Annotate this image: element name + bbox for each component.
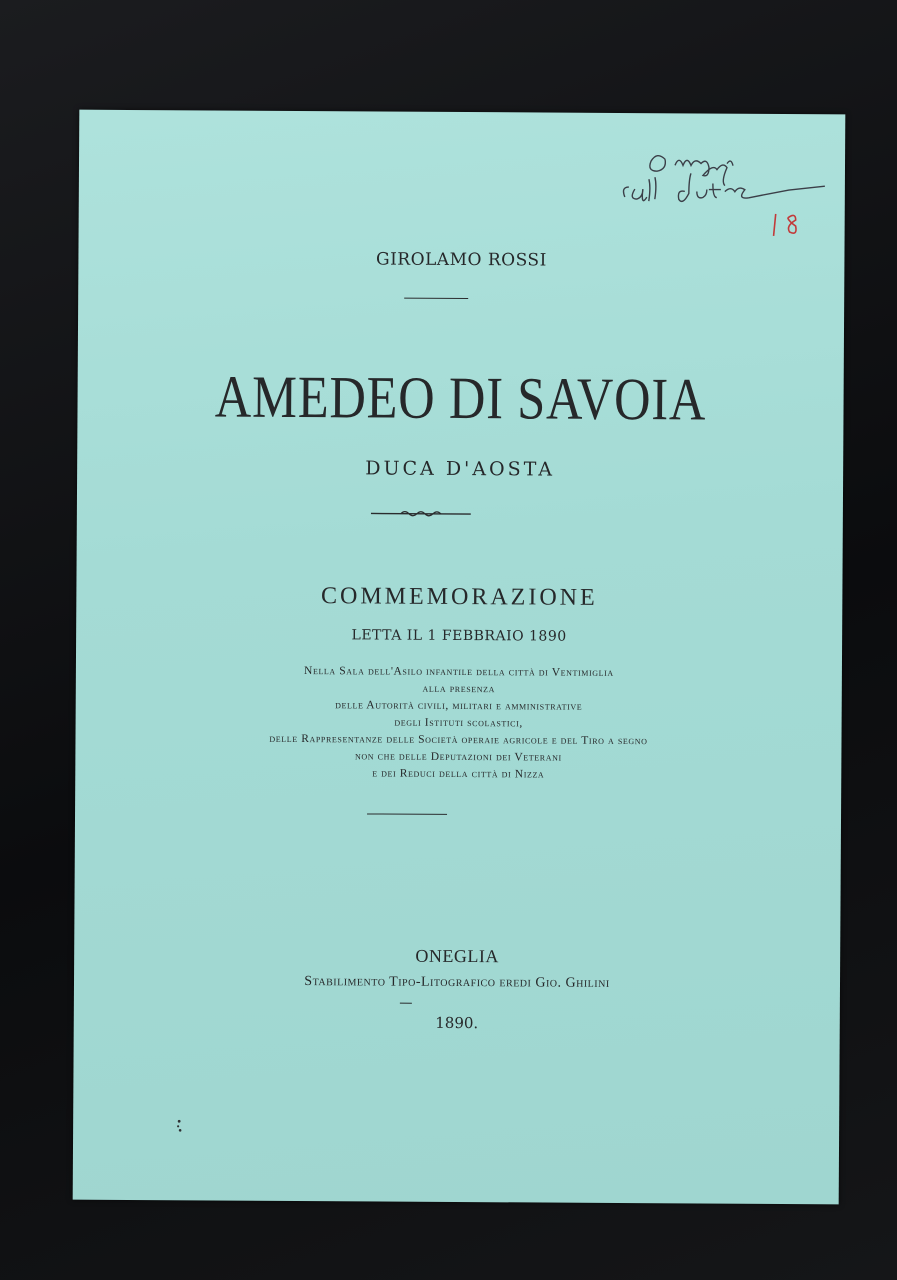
printer-name: Stabilimento Tipo-Litografico eredi Gio. Ghilini	[304, 974, 610, 991]
book-cover	[73, 110, 846, 1205]
dedication-line: e dei Reduci della città di Nizza	[372, 767, 545, 781]
book-subtitle: DUCA D'AOSTA	[365, 457, 556, 481]
dedication-line: delle Autorità civili, militari e amministrative	[335, 699, 583, 713]
publication-place: ONEGLIA	[415, 945, 499, 967]
paper-speck	[175, 1118, 183, 1132]
dedication-line: non che delle Deputazioni dei Veterani	[355, 750, 562, 764]
divider-rule	[404, 298, 468, 299]
dedication-line: delle Rappresentanze delle Società operaie agricole e del Tiro a segno	[269, 732, 648, 748]
handwritten-inscription	[605, 141, 835, 212]
book-title: AMEDEO DI SAVOIA	[214, 363, 707, 433]
divider-rule	[400, 1003, 412, 1004]
dedication-line: alla presenza	[422, 682, 496, 696]
section-heading: COMMEMORAZIONE	[320, 583, 598, 611]
ornamental-divider	[371, 509, 471, 518]
handwritten-number	[772, 210, 802, 238]
dedication-line: degli Istituti scolastici,	[394, 716, 523, 730]
publication-year: 1890.	[435, 1013, 479, 1033]
divider-rule	[367, 813, 447, 814]
reading-date: LETTA IL 1 FEBBRAIO 1890	[351, 627, 567, 645]
dedication-line: Nella Sala dell'Asilo infantile della città di Ventimiglia	[304, 665, 614, 679]
author-name: GIROLAMO ROSSI	[375, 249, 547, 271]
